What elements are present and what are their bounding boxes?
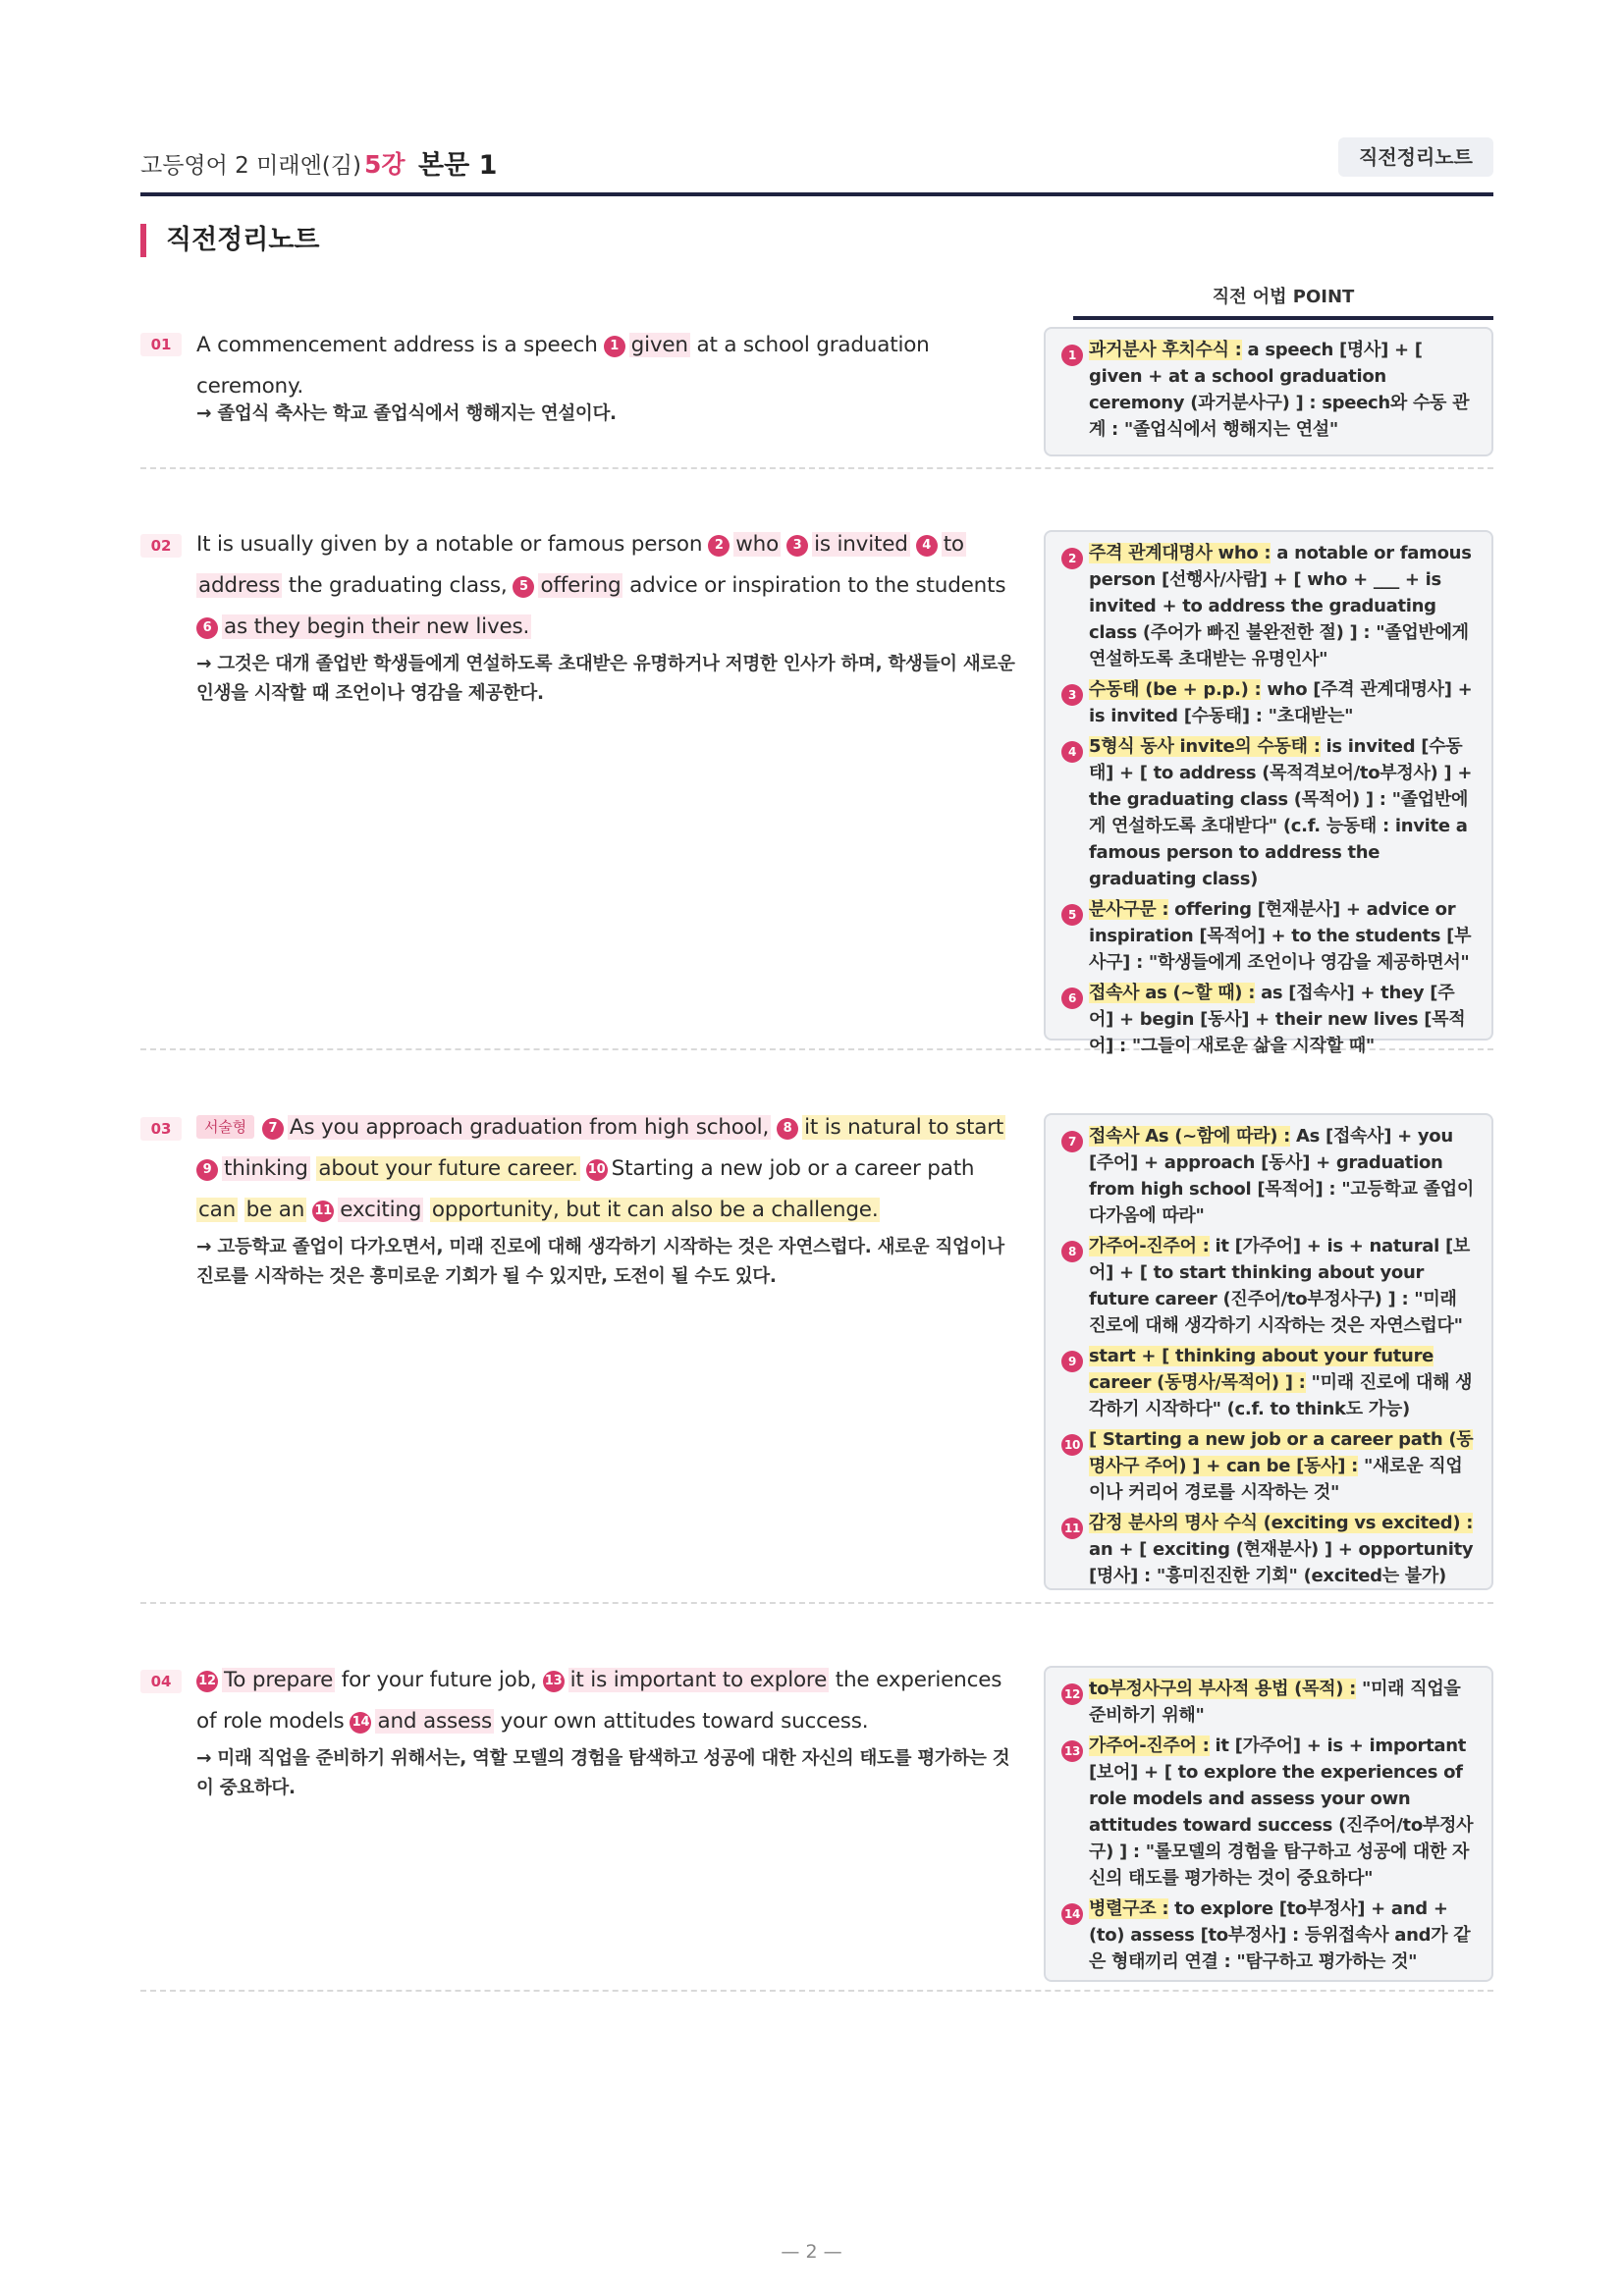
text-segment: A commencement address is a speech: [196, 333, 598, 357]
circle-number-icon: 11: [1061, 1518, 1083, 1539]
english-sentence: [196, 1660, 1016, 1742]
point-keyword: 과거분사 후치수식 :: [1089, 340, 1242, 360]
text-segment: It is usually given by a notable or famous person: [196, 532, 703, 557]
grammar-point-item: [1061, 1123, 1476, 1229]
sentence-number: 01: [140, 333, 182, 356]
grammar-point-item: [1061, 733, 1476, 892]
point-text: a speech [명사] + [ given + at a school graduation ceremony (과거분사구) ] : speech와 수동 관계 : "졸업식에서 행해지는 연설": [1089, 340, 1470, 440]
grammar-point-box: [1044, 327, 1493, 456]
point-text: offering [현재분사] + advice or inspiration [목적어] + to the students [부사구] : "학생들에게 조언이나 영감을 제공하면서": [1089, 899, 1472, 973]
english-sentence: [196, 1107, 1016, 1231]
page-number: — 2 —: [781, 2241, 842, 2263]
point-keyword: 수동태 (be + p.p.) :: [1089, 679, 1262, 700]
highlight-about-career: about your future career.: [318, 1156, 578, 1181]
korean-translation: → 졸업식 축사는 학교 졸업식에서 행해지는 연설이다.: [196, 403, 617, 424]
grammar-point-box: [1044, 530, 1493, 1056]
point-keyword: to부정사구의 부사적 용법 (목적) :: [1089, 1679, 1357, 1699]
sentence-block-03: [140, 1113, 1493, 1604]
text-segment: the experiences of: [196, 1668, 1002, 1734]
circle-number-1: 1: [604, 336, 625, 357]
circle-number-icon: 14: [1061, 1903, 1083, 1925]
circle-number-icon: 2: [1061, 548, 1083, 569]
korean-translation: → 미래 직업을 준비하기 위해서는, 역할 모델의 경험을 탐색하고 성공에 대한 자신의 태도를 평가하는 것이 중요하다.: [196, 1748, 1010, 1798]
point-text: an + [ exciting (현재분사) ] + opportunity [명사] : "흥미진진한 기회" (excited는 불가): [1089, 1539, 1474, 1586]
point-keyword: 접속사 As (~함에 따라) :: [1089, 1126, 1291, 1147]
circle-number-5: 5: [513, 576, 534, 598]
sentence-number: 03: [140, 1117, 182, 1141]
essay-tag: 서술형: [196, 1115, 254, 1139]
highlight-offering: offering: [540, 573, 622, 598]
point-keyword: [ Starting a new job or a career path (동명사구 주어) ] + can be [동사] :: [1089, 1429, 1474, 1476]
grammar-point-item: [1061, 1426, 1476, 1506]
point-keyword: 가주어-진주어 :: [1089, 1735, 1210, 1756]
course-name: 고등영어 2 미래엔(김): [140, 153, 361, 179]
point-text: "새로운 직업이나 커리어 경로를 시작하는 것": [1089, 1456, 1463, 1503]
sentence-content: [196, 325, 1016, 429]
point-keyword: 분사구문 :: [1089, 899, 1169, 920]
point-keyword: 5형식 동사 invite의 수동태 :: [1089, 736, 1321, 757]
circle-number-3: 3: [786, 535, 808, 557]
circle-number-icon: 6: [1061, 988, 1083, 1009]
circle-number-7: 7: [262, 1118, 284, 1140]
point-keyword: 병렬구조 :: [1089, 1898, 1169, 1919]
circle-number-11: 11: [312, 1201, 334, 1222]
highlight-it-important: it is important to explore: [569, 1668, 828, 1692]
grammar-point-item: [1061, 1676, 1476, 1729]
text-segment: role models: [222, 1709, 345, 1734]
grammar-point-item: [1061, 676, 1476, 729]
text-segment: the graduating class,: [288, 573, 508, 598]
point-text: "미래 진로에 대해 생각하기 시작하다" (c.f. to think도 가능): [1089, 1372, 1473, 1419]
point-keyword: 주격 관계대명사 who :: [1089, 543, 1271, 563]
grammar-point-item: [1061, 1896, 1476, 1975]
highlight-be-an: be an: [245, 1198, 305, 1222]
circle-number-icon: 13: [1061, 1740, 1083, 1762]
highlight-can: can: [198, 1198, 237, 1222]
point-text: it [가주어] + is + important [보어] + [ to explore the experiences of role models and assess your own attitudes toward success (진주어/to부정사구) ] : "롤모델의 경험을 탐구하고 성공에 대한 자신의 태도를 평가하는 것이 중요하다": [1089, 1735, 1474, 1889]
point-keyword: start + [ thinking about your future career (동명사/목적어) ] :: [1089, 1346, 1434, 1393]
highlight-as-clause: as they begin their new lives.: [224, 614, 530, 639]
highlight-to-prepare: To prepare: [224, 1668, 334, 1692]
grammar-point-item: [1061, 1733, 1476, 1892]
highlight-address: address: [198, 573, 281, 598]
circle-number-12: 12: [196, 1671, 218, 1692]
circle-number-icon: 8: [1061, 1241, 1083, 1262]
section-title: 직전정리노트: [140, 224, 320, 257]
sentence-content: [196, 1107, 1016, 1292]
sentence-content: [196, 1660, 1016, 1803]
english-sentence: [196, 524, 1016, 648]
point-text: is invited [수동태] + [ to address (목적격보어/to부정사) ] + the graduating class (목적어) ] : "졸업반에게 연설하도록 초대받다" (c.f. 능동태 : invite a famous person to address the graduating class): [1089, 736, 1473, 889]
circle-number-4: 4: [916, 535, 938, 557]
grammar-point-box: [1044, 1113, 1493, 1590]
header-badge: 직전정리노트: [1338, 137, 1493, 177]
lesson-number: 5강: [364, 150, 406, 179]
circle-number-8: 8: [777, 1118, 798, 1140]
highlight-is-invited: is invited: [814, 532, 908, 557]
grammar-point-item: [1061, 1233, 1476, 1339]
point-keyword: 접속사 as (~할 때) :: [1089, 983, 1256, 1003]
page-header: [140, 137, 1493, 196]
circle-number-6: 6: [196, 617, 218, 639]
circle-number-icon: 9: [1061, 1351, 1083, 1372]
point-text: who [주격 관계대명사] + is invited [수동태] : "초대받는": [1089, 679, 1473, 726]
text-segment: at a school graduation ceremony.: [196, 333, 930, 399]
circle-number-icon: 5: [1061, 904, 1083, 926]
highlight-it-natural: it is natural to start: [804, 1115, 1004, 1140]
highlight-to: to: [943, 532, 964, 557]
point-text: it [가주어] + is + natural [보어] + [ to start thinking about your future career (진주어/to부정사구) ] : "미래 진로에 대해 생각하기 시작하는 것은 자연스럽다": [1089, 1236, 1470, 1336]
circle-number-icon: 10: [1061, 1434, 1083, 1456]
point-keyword: 가주어-진주어 :: [1089, 1236, 1210, 1256]
sentence-block-04: [140, 1666, 1493, 1992]
grammar-point-item: [1061, 337, 1476, 443]
highlight-as-clause: As you approach graduation from high school,: [289, 1115, 770, 1140]
grammar-point-item: [1061, 980, 1476, 1059]
point-text: As [접속사] + you [주어] + approach [동사] + graduation from high school [목적어] : "고등학교 졸업이 다가옴에 따라": [1089, 1126, 1474, 1226]
sentence-block-02: [140, 530, 1493, 1056]
point-text: to explore [to부정사] + and + (to) assess [to부정사] : 등위접속사 and가 같은 형태끼리 연결 : "탐구하고 평가하는 것": [1089, 1898, 1471, 1972]
circle-number-9: 9: [196, 1159, 218, 1181]
point-text: as [접속사] + they [주어] + begin [동사] + their new lives [목적어] : "그들이 새로운 삶을 시작할 때": [1089, 983, 1466, 1056]
circle-number-13: 13: [543, 1671, 565, 1692]
point-heading: 직전 어법 POINT: [1073, 283, 1493, 320]
circle-number-10: 10: [586, 1159, 608, 1181]
point-text: "미래 직업을 준비하기 위해": [1089, 1679, 1461, 1726]
sentence-number: 04: [140, 1670, 182, 1693]
sentence-block-01: [140, 329, 1493, 469]
text-segment: Starting a new job or a career path: [611, 1156, 975, 1181]
lesson-title: 본문 1: [418, 150, 498, 181]
korean-translation: → 그것은 대개 졸업반 학생들에게 연설하도록 초대받은 유명하거나 저명한 인사가 하며, 학생들이 새로운 인생을 시작할 때 조언이나 영감을 제공한다.: [196, 654, 1015, 704]
grammar-point-item: [1061, 1510, 1476, 1589]
circle-number-2: 2: [708, 535, 730, 557]
sentence-content: [196, 524, 1016, 709]
circle-number-14: 14: [350, 1712, 371, 1734]
highlight-who: who: [735, 532, 780, 557]
highlight-thinking: thinking: [224, 1156, 308, 1181]
highlight-exciting: exciting: [340, 1198, 422, 1222]
korean-translation: → 고등학교 졸업이 다가오면서, 미래 진로에 대해 생각하기 시작하는 것은 자연스럽다. 새로운 직업이나 진로를 시작하는 것은 흥미로운 기회가 될 수 있지만, 도전이 될 수도 있다.: [196, 1237, 1004, 1287]
circle-number-icon: 4: [1061, 741, 1083, 763]
text-segment: for your future job,: [341, 1668, 537, 1692]
grammar-point-item: [1061, 540, 1476, 672]
highlight-opportunity: opportunity, but it can also be a challenge.: [431, 1198, 879, 1222]
grammar-point-item: [1061, 896, 1476, 976]
text-segment: your own attitudes toward success.: [500, 1709, 869, 1734]
circle-number-icon: 7: [1061, 1131, 1083, 1152]
highlight-and-assess: and assess: [377, 1709, 492, 1734]
english-sentence: [196, 325, 1016, 407]
sentence-number: 02: [140, 534, 182, 558]
grammar-point-item: [1061, 1343, 1476, 1422]
circle-number-icon: 1: [1061, 345, 1083, 366]
highlight-given: given: [630, 333, 688, 357]
grammar-point-box: [1044, 1666, 1493, 1982]
point-keyword: 감정 분사의 명사 수식 (exciting vs excited) :: [1089, 1513, 1474, 1533]
point-text: a notable or famous person [선행사/사람] + [ who + ___ + is invited + to address the graduating class (주어가 빠진 불완전한 절) ] : "졸업반에게 연설하도록 초대받는 유명인사": [1089, 543, 1472, 669]
circle-number-icon: 3: [1061, 684, 1083, 706]
circle-number-icon: 12: [1061, 1683, 1083, 1705]
text-segment: advice or inspiration to the students: [629, 573, 1006, 598]
